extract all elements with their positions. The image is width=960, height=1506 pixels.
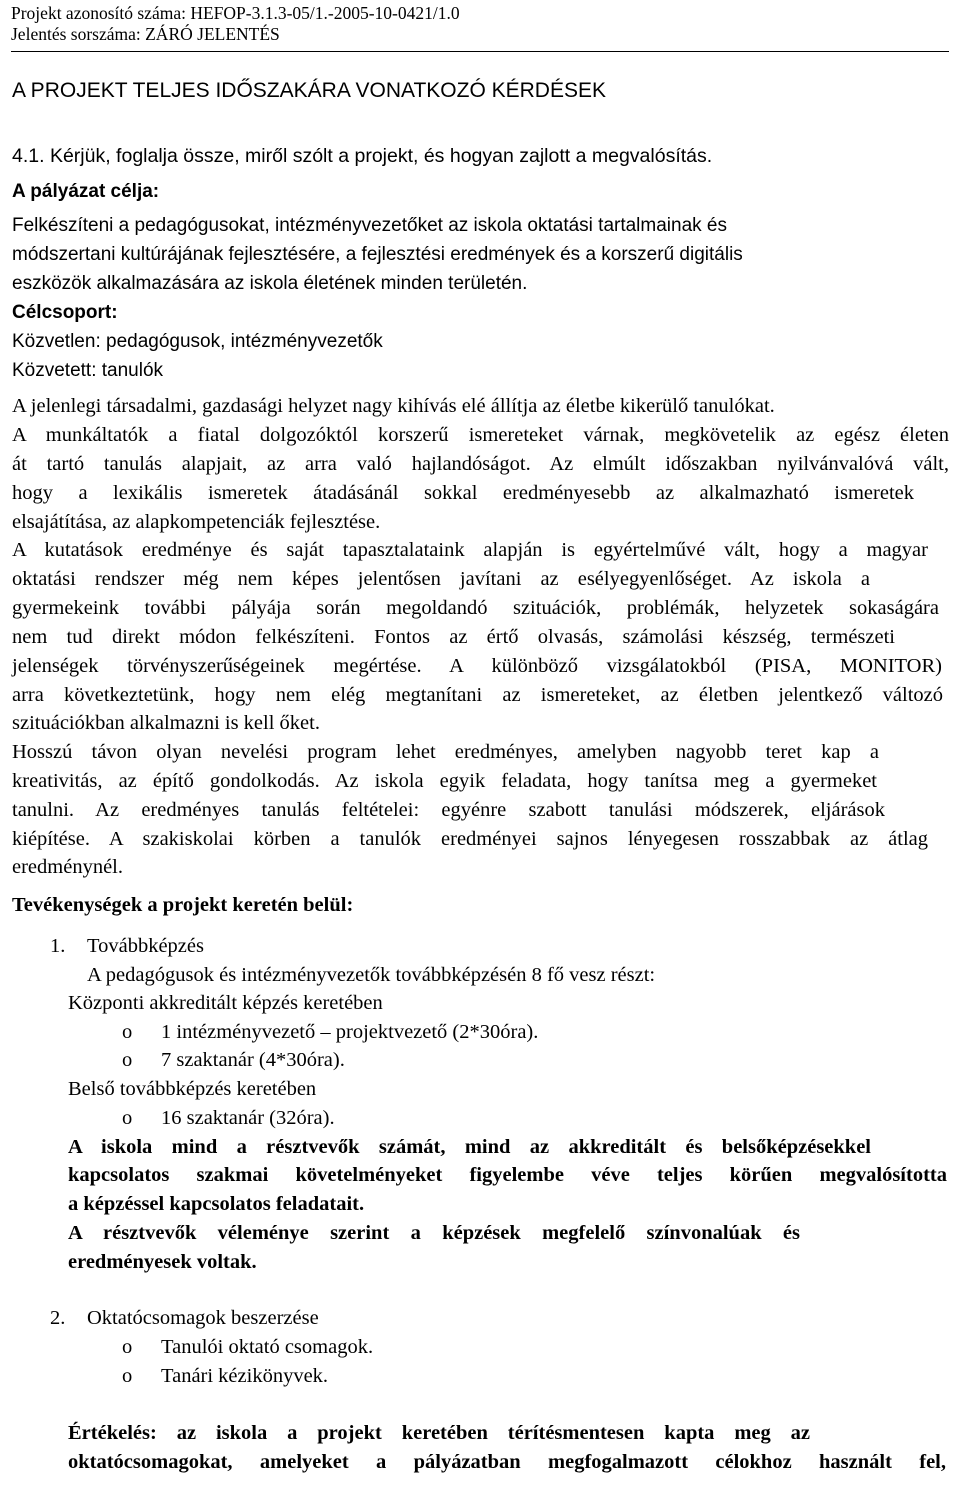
body-line: Hosszú távon olyan nevelési program lehet eredményes, amelyben nagyobb teret kap a — [12, 741, 879, 763]
body-line: szituációkban alkalmazni is kell őket. — [12, 712, 320, 734]
body-line: A kutatások eredménye és saját tapasztalataink alapján is egyértelművé vált, hogy a magyar — [12, 539, 928, 561]
goal-line: Felkészíteni a pedagógusokat, intézményvezetőket az iskola oktatási tartalmainak és — [12, 215, 727, 236]
package-item: Tanári kézikönyvek. — [161, 1365, 329, 1387]
body-line: hogy a lexikális ismeretek átadásánál sokkal eredményesebb az alkalmazható ismeretek — [12, 482, 914, 504]
bullet: o — [122, 1365, 133, 1387]
evaluation-line: Értékelés: az iskola a projekt keretében térítésmentesen kapta meg az — [68, 1422, 810, 1444]
target-indirect: Közvetett: tanulók — [12, 360, 164, 381]
body-line: jelenségek törvényszerűségeinek megértése. A különböző vizsgálatokból (PISA, MONITOR) — [12, 655, 942, 677]
body-line: A jelenlegi társadalmi, gazdasági helyzet nagy kihívás elé állítja az életbe kikerülő tanulókat. — [12, 395, 775, 417]
internal-training-item: 16 szaktanár (32óra). — [161, 1107, 335, 1129]
section-title: A PROJEKT TELJES IDŐSZAKÁRA VONATKOZÓ KÉRDÉSEK — [12, 79, 606, 102]
central-training-item: 1 intézményvezető – projektvezető (2*30óra). — [161, 1021, 539, 1043]
target-label: Célcsoport: — [12, 302, 118, 323]
bullet: o — [122, 1107, 133, 1129]
item-title-training: Továbbképzés — [87, 935, 204, 957]
training-summary-line: kapcsolatos szakmai követelményeket figyelembe véve teljes körűen megvalósította — [68, 1164, 947, 1186]
goal-line: módszertani kultúrájának fejlesztésére, a fejlesztési eredmények és a korszerű digitális — [12, 244, 743, 265]
body-line: oktatási rendszer még nem képes jelentősen javítani az esélyegyenlőséget. Az iskola a — [12, 568, 870, 590]
body-line: gyermekeink további pályája során megoldandó szituációk, problémák, helyzetek sokaságára — [12, 597, 939, 619]
body-line: A munkáltatók a fiatal dolgozóktól korszerű ismereteket várnak, megkövetelik az egész életen — [12, 424, 949, 446]
training-summary-line: A iskola mind a résztvevők számát, mind az akkreditált és belsőképzésekkel — [68, 1136, 871, 1158]
central-training-item: 7 szaktanár (4*30óra). — [161, 1049, 345, 1071]
list-number: 1. — [50, 935, 66, 957]
header-divider — [11, 51, 949, 52]
header-report-no: Jelentés sorszáma: ZÁRÓ JELENTÉS — [11, 24, 280, 44]
bullet: o — [122, 1049, 133, 1071]
evaluation-line: oktatócsomagokat, amelyeket a pályázatban megfogalmazott célokhoz használt fel, — [68, 1451, 946, 1473]
training-summary-line: A résztvevők véleménye szerint a képzések megfelelő színvonalúak és — [68, 1222, 800, 1244]
package-item: Tanulói oktató csomagok. — [161, 1336, 374, 1358]
goal-line: eszközök alkalmazására az iskola életének minden területén. — [12, 273, 528, 294]
training-intro: A pedagógusok és intézményvezetők továbbképzésén 8 fő vesz részt: — [87, 964, 656, 986]
central-training-label: Központi akkreditált képzés keretében — [68, 992, 383, 1014]
body-line: kiépítése. A szakiskolai körben a tanulók eredményei sajnos lényegesen rosszabbak az átlag — [12, 828, 928, 850]
body-line: át tartó tanulás alapjait, az arra való hajlandóságot. Az elmúlt időszakban nyilvánvalóvá vált, — [12, 453, 949, 475]
body-line: eredménynél. — [12, 856, 123, 878]
bullet: o — [122, 1021, 133, 1043]
list-number: 2. — [50, 1307, 66, 1329]
body-line: elsajátítása, az alapkompetenciák fejlesztése. — [12, 511, 381, 533]
question-text: 4.1. Kérjük, foglalja össze, miről szólt a projekt, és hogyan zajlott a megvalósítás. — [12, 145, 713, 167]
body-line: nem tud direkt módon felkészíteni. Fontos az értő olvasás, számolási készség, természeti — [12, 626, 895, 648]
body-line: tanulni. Az eredményes tanulás feltételei: egyénre szabott tanulási módszerek, eljárások — [12, 799, 885, 821]
header-project-id: Projekt azonosító száma: HEFOP-3.1.3-05/1.-2005-10-0421/1.0 — [11, 3, 460, 23]
training-summary-line: eredményesek voltak. — [68, 1251, 257, 1273]
bullet: o — [122, 1336, 133, 1358]
body-line: kreativitás, az építő gondolkodás. Az iskola egyik feladata, hogy tanítsa meg a gyermeket — [12, 770, 877, 792]
target-direct: Közvetlen: pedagógusok, intézményvezetők — [12, 331, 383, 352]
goal-label: A pályázat célja: — [12, 181, 160, 202]
item-title-packages: Oktatócsomagok beszerzése — [87, 1307, 319, 1329]
activities-heading: Tevékenységek a projekt keretén belül: — [12, 894, 354, 916]
training-summary-line: a képzéssel kapcsolatos feladatait. — [68, 1193, 365, 1215]
body-line: arra következtetünk, hogy nem elég megtanítani az ismereteket, az életben jelentkező változó — [12, 684, 943, 706]
internal-training-label: Belső továbbképzés keretében — [68, 1078, 317, 1100]
